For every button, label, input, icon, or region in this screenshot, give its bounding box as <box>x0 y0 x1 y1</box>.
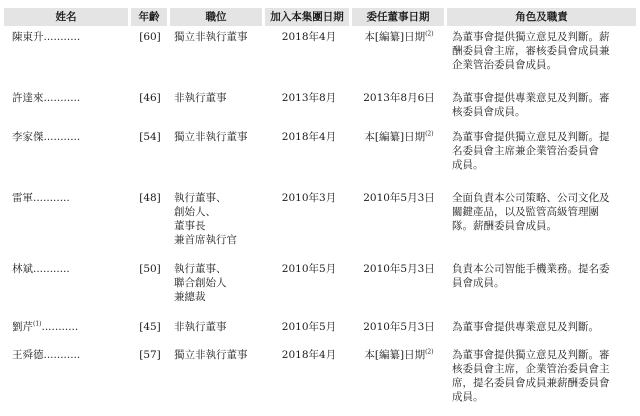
director-name-cell <box>12 320 130 334</box>
director-position: 執行董事、 創始人、 董事長 兼首席執行官 <box>174 192 237 246</box>
director-appoint-date: 本[編纂]日期 <box>364 349 426 361</box>
director-roles: 為董事會提供獨立意見及判斷。審 核委員會主席，企業管治委員會主 席，提名委員會成員兼薪酬委員會 成員。 <box>452 349 610 403</box>
director-age: [57] <box>139 349 161 361</box>
director-name: 李家傑 <box>12 131 44 143</box>
director-join-date: 2018年4月 <box>281 31 337 43</box>
director-appoint-date-cell <box>352 191 446 205</box>
director-appoint-date-cell <box>352 262 446 276</box>
director-appoint-date-cell <box>352 320 446 334</box>
director-roles: 全面負責本公司策略、公司文化及 關鍵產品，以及監管高級管理團 隊。薪酬委員會成員。 <box>452 192 610 232</box>
leader-dots: ........... <box>43 131 81 143</box>
director-name: 雷軍 <box>12 192 33 204</box>
director-join-date: 2010年5月 <box>281 321 337 333</box>
director-name: 陳東升 <box>12 31 44 43</box>
director-appoint-date-cell <box>352 30 446 44</box>
director-appoint-date: 2010年5月3日 <box>363 263 435 275</box>
director-name-cell <box>12 130 130 144</box>
director-age: [60] <box>139 31 161 43</box>
director-appoint-date: 本[編纂]日期 <box>364 31 426 43</box>
director-roles: 負責本公司智能手機業務。提名委 員會成員。 <box>452 263 610 289</box>
director-name-cell <box>12 30 130 44</box>
director-join-date: 2010年3月 <box>281 192 337 204</box>
director-name-cell <box>12 348 130 362</box>
appoint-footnote-marker: (2) <box>425 348 434 356</box>
director-position: 獨立非執行董事 <box>174 31 248 43</box>
header-appoint-date: 委任董事日期 <box>352 8 444 26</box>
director-appoint-date: 2010年5月3日 <box>363 321 435 333</box>
leader-dots: ........... <box>33 263 70 275</box>
appoint-footnote-marker: (2) <box>425 30 434 38</box>
director-age: [45] <box>139 321 161 333</box>
director-age: [50] <box>139 263 161 275</box>
director-appoint-date-cell <box>352 348 446 362</box>
director-appoint-date: 2010年5月3日 <box>363 192 435 204</box>
director-name: 王舜德 <box>12 349 44 361</box>
director-roles: 為董事會提供獨立意見及判斷。提 名委員會主席兼企業管治委員會 成員。 <box>452 131 610 171</box>
director-name: 許達來 <box>12 92 44 104</box>
director-age: [46] <box>139 92 161 104</box>
director-name-cell <box>12 262 130 276</box>
director-position: 非執行董事 <box>174 321 227 333</box>
director-position: 獨立非執行董事 <box>174 131 248 143</box>
header-position: 職位 <box>170 8 262 26</box>
director-name-cell <box>12 191 130 205</box>
leader-dots: ........... <box>41 321 79 333</box>
director-appoint-date-cell <box>352 91 446 105</box>
director-age: [48] <box>139 192 161 204</box>
director-join-date: 2010年5月 <box>281 263 337 275</box>
director-join-date: 2018年4月 <box>281 349 337 361</box>
director-roles: 為董事會提供專業意見及判斷。 <box>452 321 599 333</box>
leader-dots: ........... <box>43 31 81 43</box>
leader-dots: ........... <box>43 349 81 361</box>
director-appoint-date: 2013年8月6日 <box>363 92 435 104</box>
leader-dots: ........... <box>33 192 70 204</box>
director-roles: 為董事會提供獨立意見及判斷。薪 酬委員會主席，審核委員會成員兼 企業管治委員會成員。 <box>452 31 610 71</box>
leader-dots: ........... <box>43 92 81 104</box>
header-roles: 角色及職責 <box>447 8 636 26</box>
header-age: 年齡 <box>131 8 167 26</box>
director-position: 獨立非執行董事 <box>174 349 248 361</box>
director-join-date: 2013年8月 <box>281 92 337 104</box>
director-appoint-date-cell <box>352 130 446 144</box>
director-position: 執行董事、 聯合創始人 兼總裁 <box>174 263 227 303</box>
appoint-footnote-marker: (2) <box>425 130 434 138</box>
director-name-cell <box>12 91 130 105</box>
director-appoint-date: 本[編纂]日期 <box>364 131 426 143</box>
director-age: [54] <box>139 131 161 143</box>
director-position: 非執行董事 <box>174 92 227 104</box>
name-footnote-marker: (1) <box>33 320 42 328</box>
director-join-date: 2018年4月 <box>281 131 337 143</box>
director-name: 劉芹 <box>12 321 33 333</box>
director-roles: 為董事會提供專業意見及判斷。審 核委員會成員。 <box>452 92 610 118</box>
director-name: 林斌 <box>12 263 33 275</box>
header-join-date: 加入本集團日期 <box>265 8 349 26</box>
header-name: 姓名 <box>4 8 128 26</box>
